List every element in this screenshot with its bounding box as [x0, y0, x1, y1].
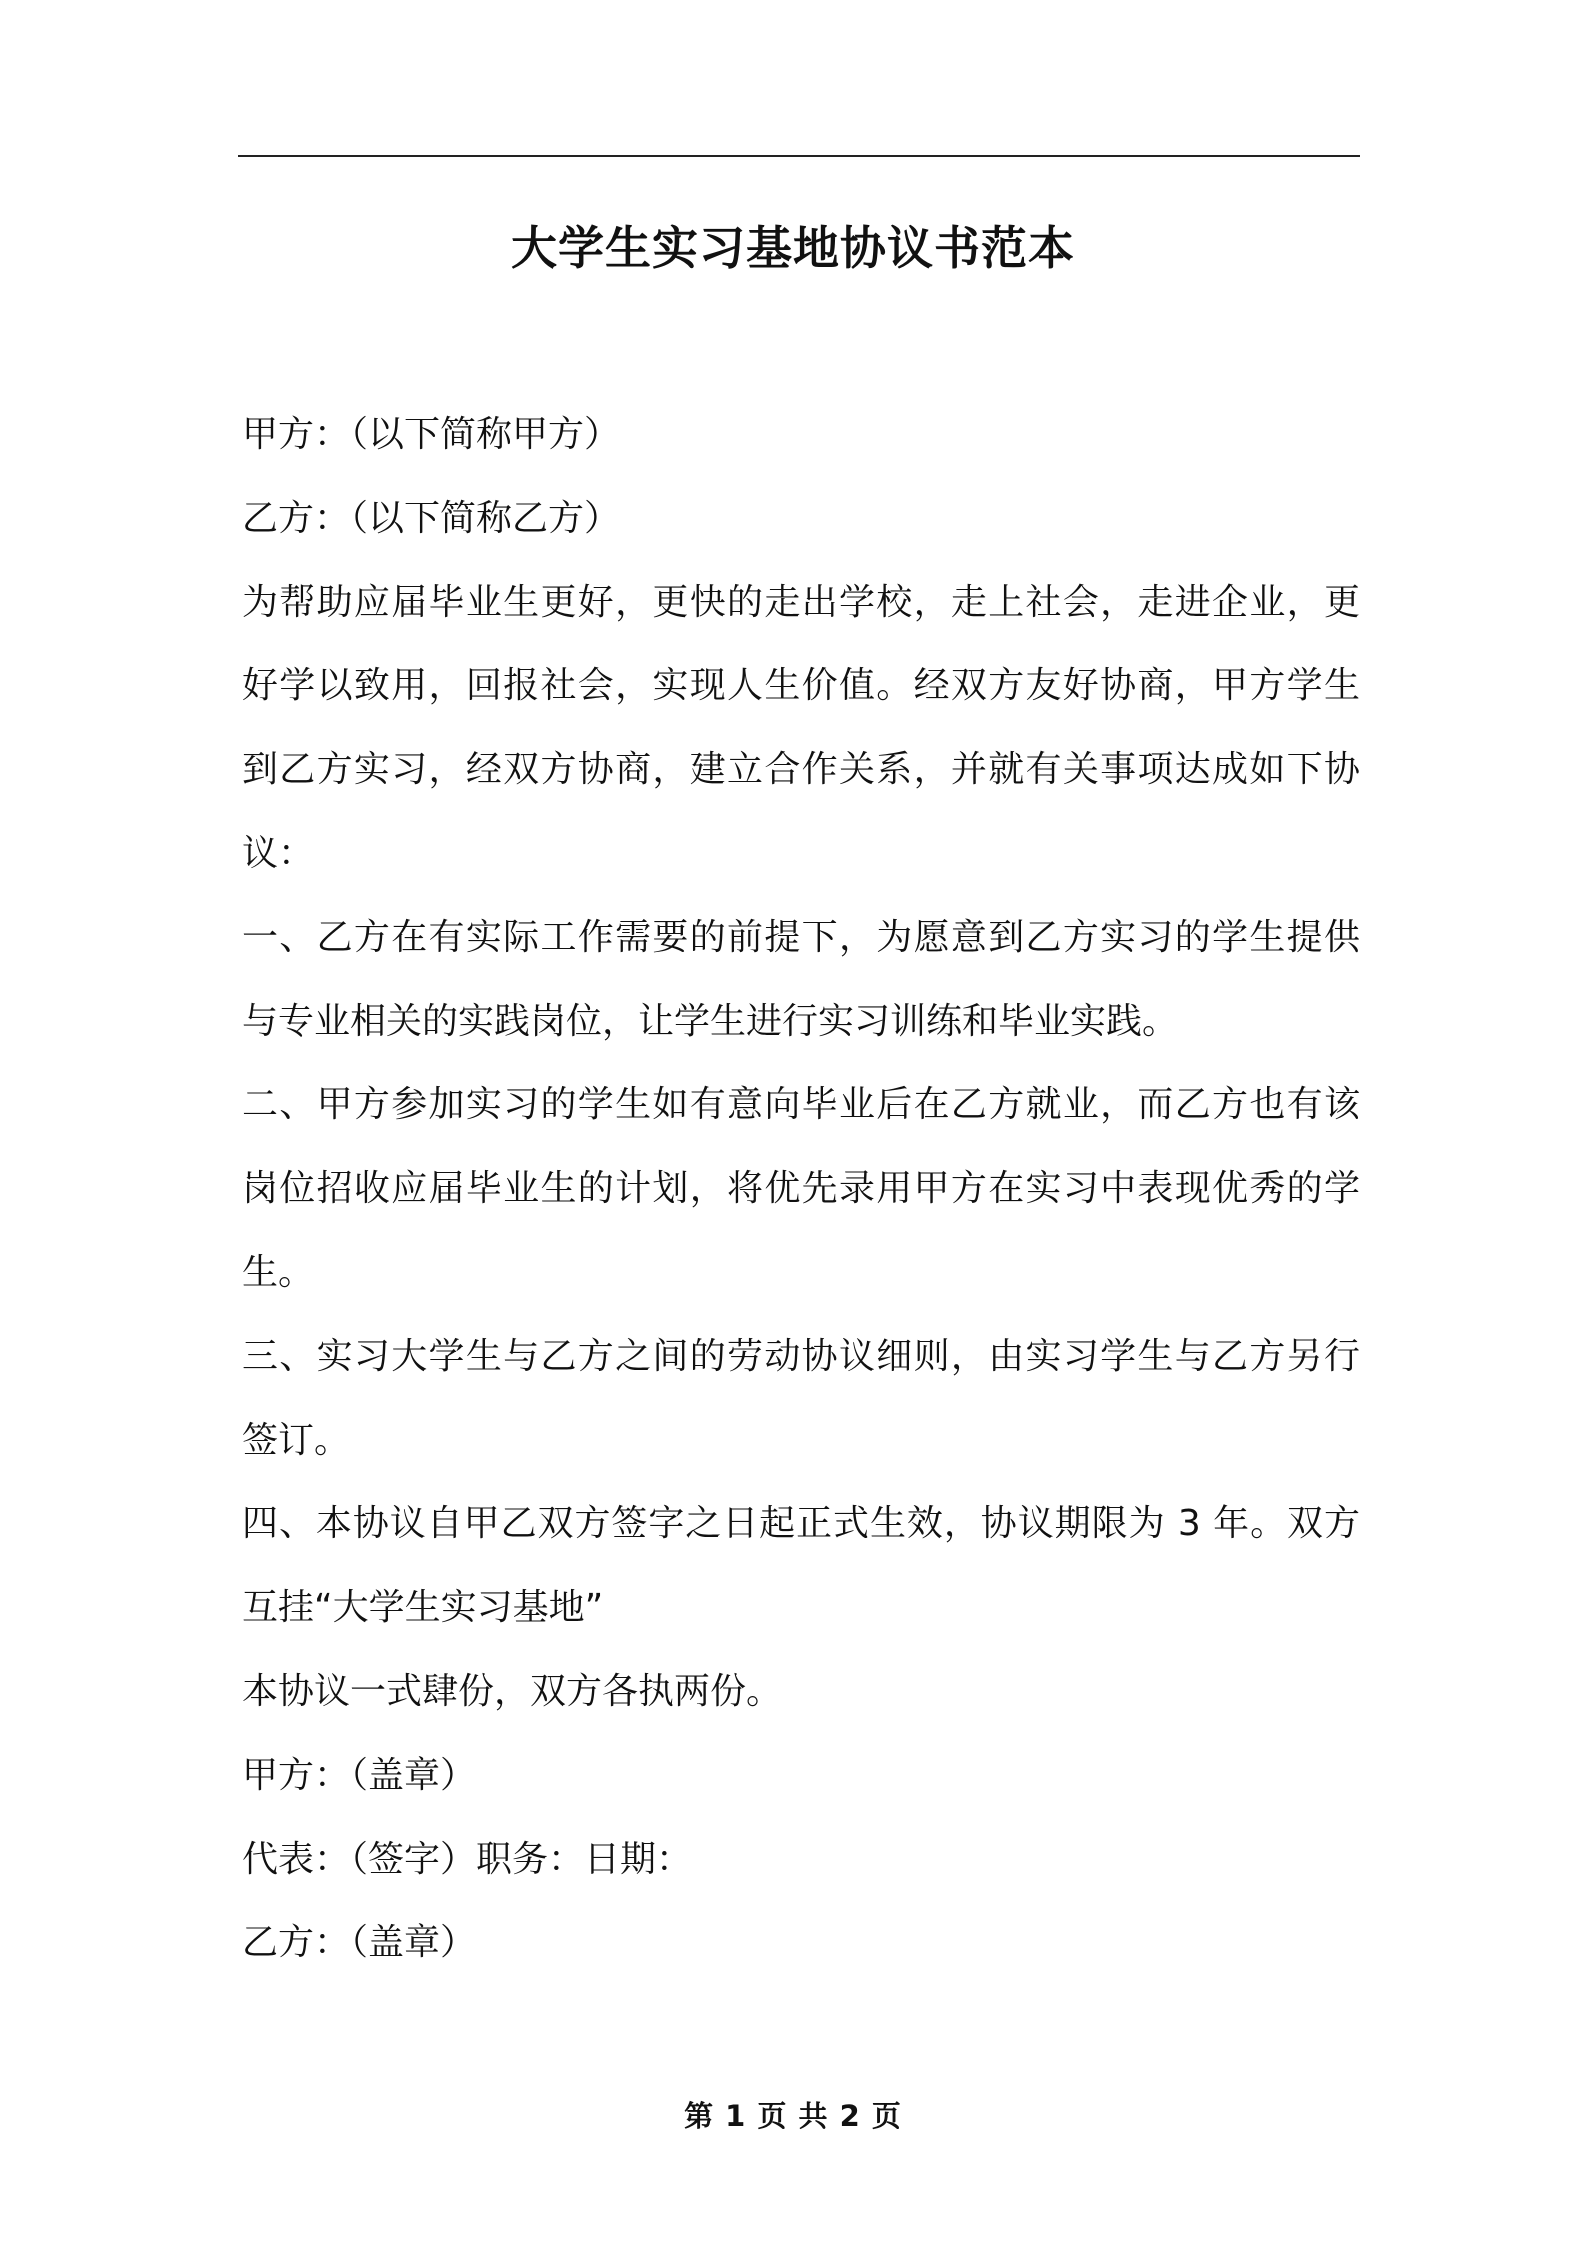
page-number-footer: 第 1 页 共 2 页 [684, 2099, 902, 2133]
party-b-line: 乙方：（以下简称乙方） [242, 497, 621, 539]
clause-4-line: 互挂“大学生实习基地” [242, 1587, 604, 1629]
copies-line: 本协议一式肆份，双方各执两份。 [242, 1670, 783, 1712]
header-rule [238, 155, 1360, 157]
preamble-line: 好学以致用，回报社会，实现人生价值。经双方友好协商，甲方学生 [242, 665, 1360, 707]
preamble-line: 为帮助应届毕业生更好，更快的走出学校，走上社会，走进企业，更 [242, 581, 1360, 623]
clause-1-line: 一、乙方在有实际工作需要的前提下，为愿意到乙方实习的学生提供 [242, 916, 1360, 958]
party-b-seal-line: 乙方：（盖章） [242, 1922, 477, 1964]
document-title: 大学生实习基地协议书范本 [511, 221, 1075, 275]
preamble-line: 议： [242, 832, 315, 874]
party-a-seal-line: 甲方：（盖章） [242, 1754, 477, 1796]
clause-3-line: 三、实习大学生与乙方之间的劳动协议细则，由实习学生与乙方另行 [242, 1335, 1360, 1377]
party-a-line: 甲方：（以下简称甲方） [242, 414, 621, 455]
clause-3-line: 签订。 [242, 1419, 351, 1461]
clause-1-line: 与专业相关的实践岗位，让学生进行实习训练和毕业实践。 [242, 1000, 1179, 1042]
clause-4-line: 四、本协议自甲乙双方签字之日起正式生效，协议期限为 3 年。双方 [242, 1503, 1360, 1545]
clause-2-line: 岗位招收应届毕业生的计划，将优先录用甲方在实习中表现优秀的学 [242, 1168, 1360, 1210]
document-body [242, 393, 1360, 1985]
clause-2-line: 生。 [242, 1251, 315, 1293]
clause-2-line: 二、甲方参加实习的学生如有意向毕业后在乙方就业，而乙方也有该 [242, 1084, 1360, 1126]
representative-signature-line: 代表：（签字）职务：日期： [242, 1838, 693, 1880]
preamble-line: 到乙方实习，经双方协商，建立合作关系，并就有关事项达成如下协 [242, 749, 1360, 791]
